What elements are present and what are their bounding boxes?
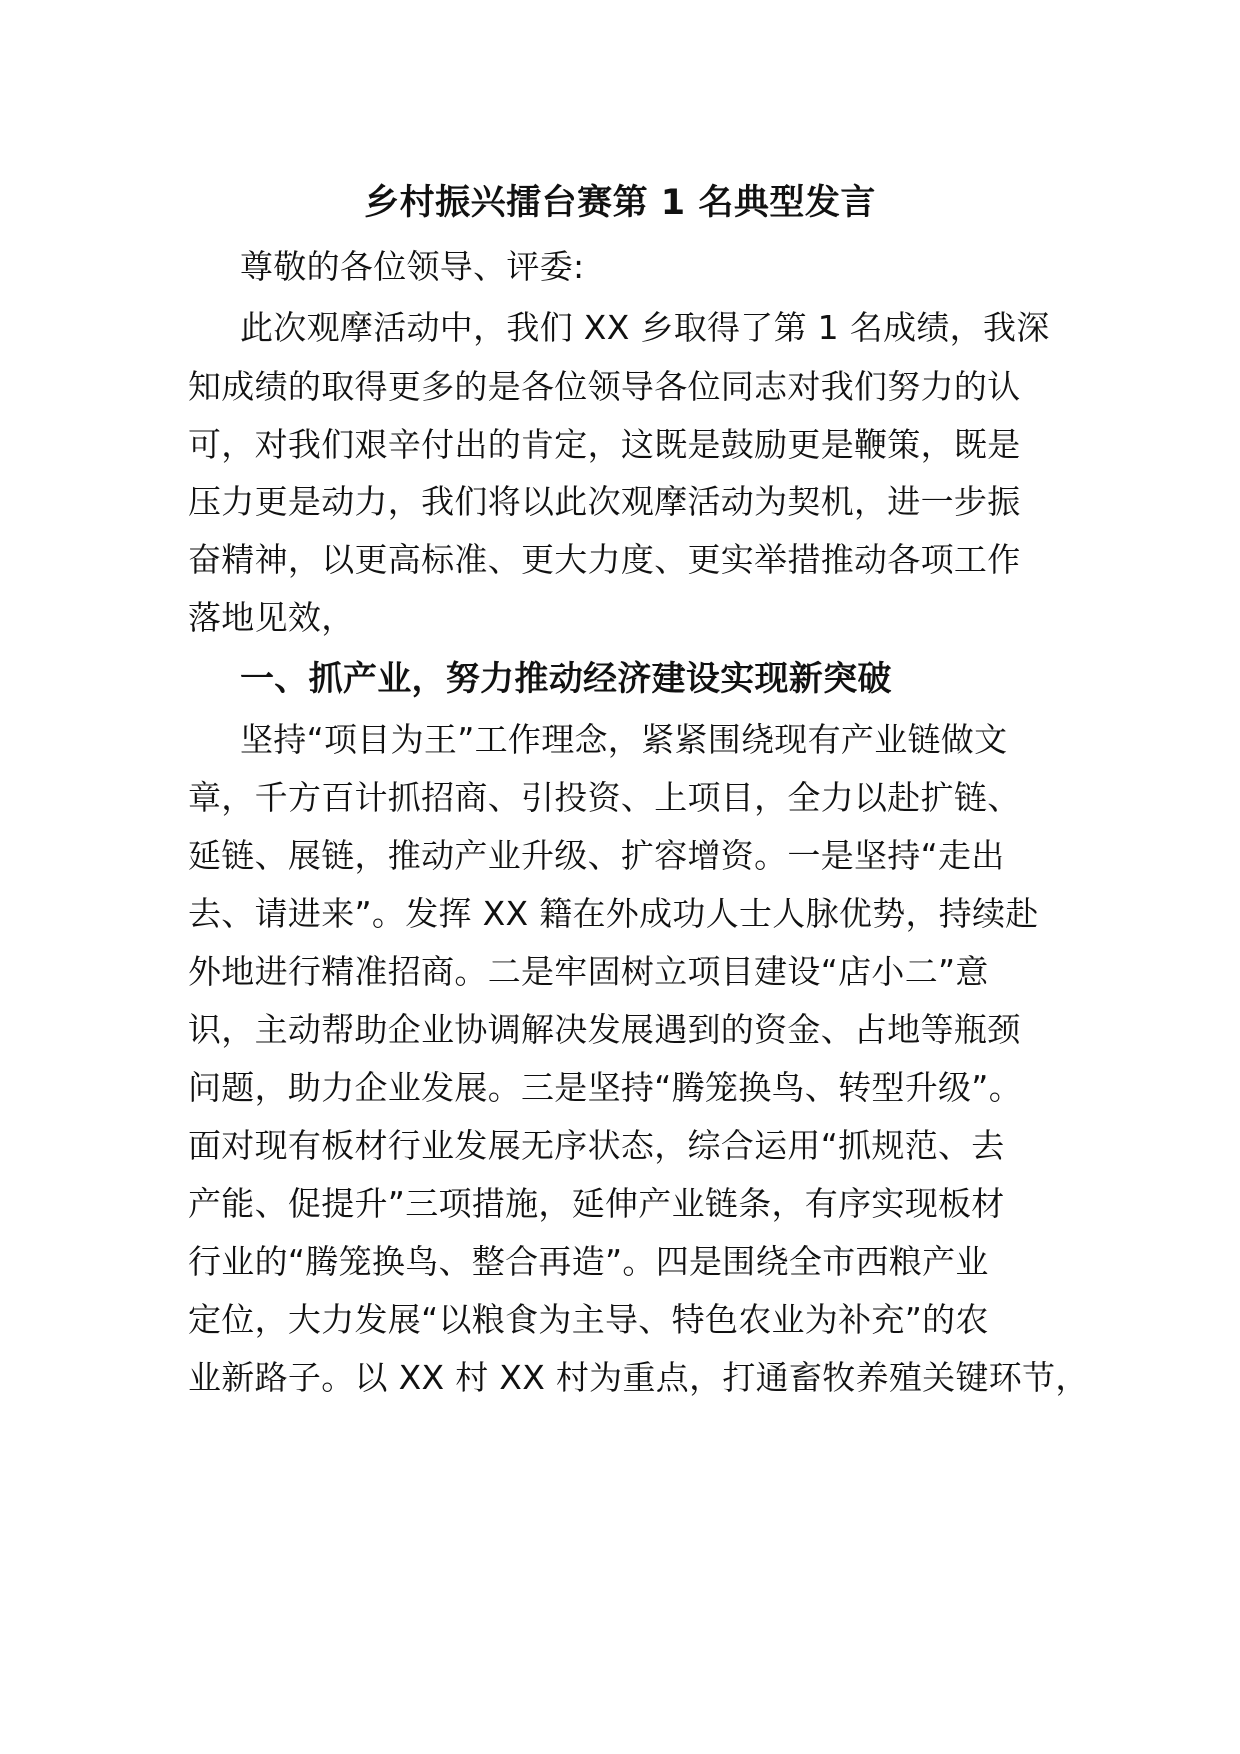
section-line: 外地进行精准招商。二是牢固树立项目建设“店小二”意 [188,952,989,991]
section-line: 章，千方百计抓招商、引投资、上项目，全力以赴扩链、 [188,778,1021,817]
section-line: 延链、展链，推动产业升级、扩容增资。一是坚持“走出 [188,836,1005,875]
intro-line: 落地见效， [188,598,355,637]
section-line: 识，主动帮助企业协调解决发展遇到的资金、占地等瓶颈 [188,1010,1021,1049]
section-line: 产能、促提升”三项措施，延伸产业链条，有序实现板材 [188,1184,1005,1223]
section-line: 业新路子。以 XX 村 XX 村为重点，打通畜牧养殖关键环节， [188,1358,1089,1397]
intro-line: 知成绩的取得更多的是各位领导各位同志对我们努力的认 [188,367,1021,406]
section-line: 问题，助力企业发展。三是坚持“腾笼换鸟、转型升级”。 [188,1068,1022,1107]
document-title: 乡村振兴擂台赛第 1 名典型发言 [364,183,876,223]
salutation: 尊敬的各位领导、评委: [240,247,585,286]
section-heading: 一、抓产业，努力推动经济建设实现新突破 [240,659,892,699]
section-line: 坚持“项目为王”工作理念，紧紧围绕现有产业链做文 [240,720,1008,759]
intro-line: 奋精神，以更高标准、更大力度、更实举措推动各项工作 [188,540,1021,579]
intro-line: 可，对我们艰辛付出的肯定，这既是鼓励更是鞭策，既是 [188,425,1021,464]
section-line: 定位，大力发展“以粮食为主导、特色农业为补充”的农 [188,1300,989,1339]
intro-line: 压力更是动力，我们将以此次观摩活动为契机，进一步振 [188,482,1021,521]
intro-line: 此次观摩活动中，我们 XX 乡取得了第 1 名成绩，我深 [240,308,1050,347]
section-line: 行业的“腾笼换鸟、整合再造”。四是围绕全市西粮产业 [188,1242,989,1281]
section-line: 面对现有板材行业发展无序状态，综合运用“抓规范、去 [188,1126,1005,1165]
section-line: 去、请进来”。发挥 XX 籍在外成功人士人脉优势，持续赴 [188,894,1039,933]
